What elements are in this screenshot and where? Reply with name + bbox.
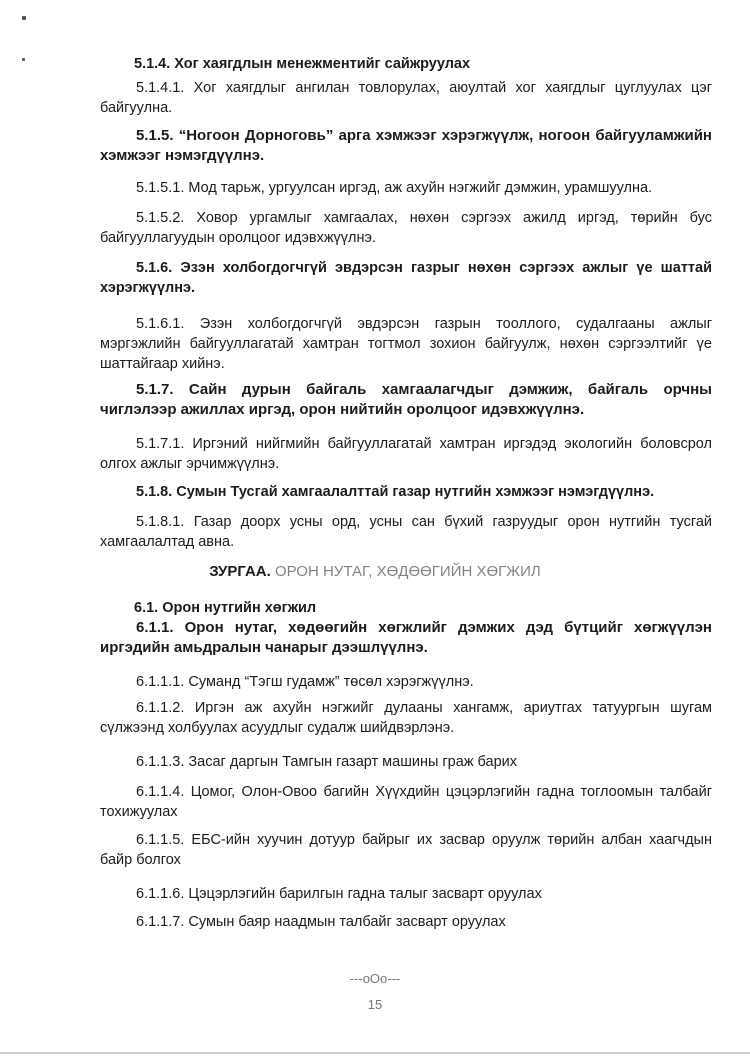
section-5-1-5-2: 5.1.5.2. Ховор ургамлыг хамгаалах, нөхөн сэргээх ажилд иргэд, төрийн бус байгууллагуудын оролцоог идэвхжүүлнэ. [100,210,712,246]
section-5-1-7-title: 5.1.7. Сайн дурын байгаль хамгаалагчдыг дэмжиж, байгаль орчны чиглэлээр ажиллах иргэд, орон нийтийн оролцоог идэвхжүүлнэ. [100,381,712,418]
chapter-heading-title: ОРОН НУТАГ, ХӨДӨӨГИЙН ХӨГЖИЛ [274,563,541,580]
section-6-1-title: 6.1. Орон нутгийн хөгжил [134,600,317,616]
section-5-1-4-title: 5.1.4. Хог хаягдлын менежментийг сайжруулах [134,56,471,72]
section-5-1-7-1: 5.1.7.1. Иргэний нийгмийн байгууллагатай хамтран иргэдэд экологийн боловсрол олгох ажлыг эрчимжүүлнэ. [100,436,712,472]
section-5-1-6-title: 5.1.6. Эзэн холбогдогчгүй эвдэрсэн газрыг нөхөн сэргээх ажлыг үе шаттай хэрэгжүүлнэ. [100,260,712,296]
section-6-1-1-7: 6.1.1.7. Сумын баяр наадмын талбайг засварт оруулах [136,914,506,930]
section-5-1-4-1: 5.1.4.1. Хог хаягдлыг ангилан товлорулах, аюултай хог хаягдлыг цуглуулах цэг байгуулна. [100,80,712,116]
chapter-heading [0,562,750,582]
section-5-1-8-title: 5.1.8. Сумын Тусгай хамгаалалттай газар нутгийн хэмжээг нэмэгдүүлнэ. [136,484,655,500]
scan-edge [0,1052,750,1054]
section-6-1-1-2: 6.1.1.2. Иргэн аж ахуйн нэгжийг дулааны хангамж, ариутгах татуургын шугам сүлжээнд холбуулах асуудлыг судалж шийдвэрлэнэ. [100,700,712,736]
section-6-1-1-6: 6.1.1.6. Цэцэрлэгийн барилгын гадна талыг засварт оруулах [136,886,542,902]
chapter-heading-number: ЗУРГАА. [209,563,271,580]
section-5-1-5-1: 5.1.5.1. Мод тарьж, ургуулсан иргэд, аж ахуйн нэгжийг дэмжин, урамшуулна. [136,180,653,196]
section-6-1-1-5: 6.1.1.5. ЕБС-ийн хуучин дотуур байрыг их засвар оруулж төрийн албан хаагчдын байр болгох [100,832,712,868]
end-mark: ---oOo--- [349,971,401,986]
scan-mark [22,16,26,20]
section-5-1-8-1: 5.1.8.1. Газар доорх усны орд, усны сан бүхий газруудыг орон нутгийн тусгай хамгаалалтад авна. [100,514,712,550]
page-number: 15 [367,997,383,1012]
section-5-1-5-title: 5.1.5. “Ногоон Дорноговь” арга хэмжээг хэрэгжүүлж, ногоон байгууламжийн хэмжээг нэмэгдүүлнэ. [100,127,712,164]
section-6-1-1-title: 6.1.1. Орон нутаг, хөдөөгийн хөгжлийг дэмжих дэд бүтцийг хөгжүүлэн иргэдийн амьдралын чанарыг дээшлүүлнэ. [100,619,712,656]
scan-mark [22,58,25,61]
section-6-1-1-4: 6.1.1.4. Цомог, Олон-Овоо багийн Хүүхдийн цэцэрлэгийн гадна тоглоомын талбайг тохижуулах [100,784,712,820]
section-6-1-1-3: 6.1.1.3. Засаг даргын Тамгын газарт машины граж барих [136,754,517,770]
section-6-1-1-1: 6.1.1.1. Суманд “Тэгш гудамж” төсөл хэрэгжүүлнэ. [136,674,474,690]
section-5-1-6-1: 5.1.6.1. Эзэн холбогдогчгүй эвдэрсэн газрын тооллого, судалгааны ажлыг мэргэжлийн байгууллагатай хамтран тогтмол зохион байгуулж, нөхөн сэргээлтийг үе шаттайгаар хийнэ. [100,316,712,372]
